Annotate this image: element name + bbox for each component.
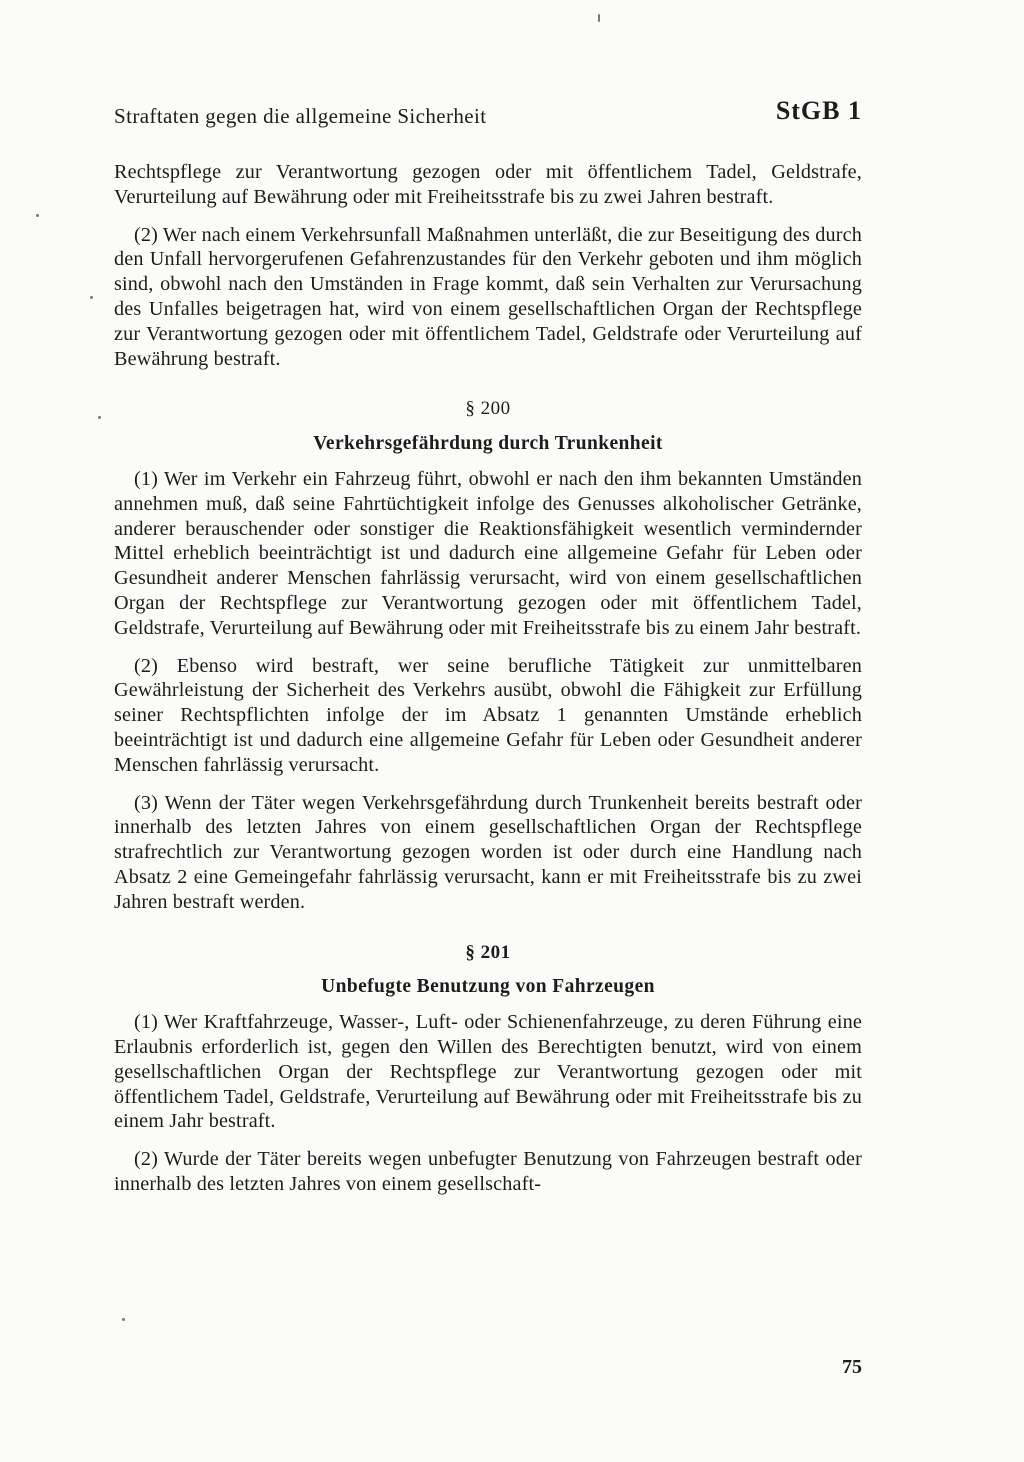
code-label: StGB 1: [775, 96, 862, 125]
paragraph-continuation: Rechtspflege zur Verantwortung gezogen oder mit öffentlichem Tadel, Geldstrafe, Verurteilung auf Bewährung oder mit Freiheitsstrafe bis zu zwei Jahren bestraft.: [114, 161, 862, 208]
paragraph-201-2: (2) Wurde der Täter bereits wegen unbefugter Benutzung von Fahrzeugen bestraft oder innerhalb des letzten Jahres von einem gesellschaft-: [114, 1148, 862, 1195]
scan-speck: [122, 1318, 125, 1321]
scan-speck: [36, 214, 39, 217]
body-text: [114, 160, 862, 1210]
paragraph-201-1: (1) Wer Kraftfahrzeuge, Wasser-, Luft- oder Schienenfahrzeuge, zu deren Führung eine Erlaubnis erforderlich ist, gegen den Willen des Berechtigten benutzt, wird von einem gesellschaftlichen Organ der Rechtspflege zur Verantwortung gezogen oder mit öffentlichem Tadel, Geldstrafe, Verurteilung auf Bewährung oder mit Freiheitsstrafe bis zu einem Jahr bestraft.: [114, 1011, 862, 1133]
paragraph-199-2: (2) Wer nach einem Verkehrsunfall Maßnahmen unterläßt, die zur Beseitigung des durch den Unfall hervorgerufenen Gefahrenzustandes für den Verkehr geboten und ihm möglich sind, obwohl nach den Umständen in Frage kommt, daß sein Verhalten zur Verursachung des Unfalles beigetragen hat, wird von einem gesellschaftlichen Organ der Rechtspflege zur Verantwortung gezogen oder mit öffentlichem Tadel, Geldstrafe oder Verurteilung auf Bewährung bestraft.: [114, 223, 862, 370]
scan-speck: [98, 416, 101, 419]
section-title-200: Verkehrsgefährdung durch Trunkenheit: [313, 433, 663, 455]
running-title: Straftaten gegen die allgemeine Sicherheit: [114, 104, 487, 128]
section-number-200: § 200: [465, 398, 511, 420]
paragraph-200-2: (2) Ebenso wird bestraft, wer seine berufliche Tätigkeit zur unmittelbaren Gewährleistung der Sicherheit des Verkehrs ausübt, obwohl die Fähigkeit zur Erfüllung seiner Rechtspflichten infolge der im Absatz 1 genannten Umstände erheblich beeinträchtigt ist und dadurch eine allgemeine Gefahr für Leben oder Gesundheit anderer Menschen fahrlässig verursacht.: [114, 654, 862, 776]
paragraph-200-3: (3) Wenn der Täter wegen Verkehrsgefährdung durch Trunkenheit bereits bestraft oder innerhalb des letzten Jahres von einem gesellschaftlichen Organ der Rechtspflege strafrechtlich zur Verantwortung gezogen worden ist oder durch eine Handlung nach Absatz 2 eine Gemeingefahr fahrlässig verursacht, kann er mit Freiheitsstrafe bis zu zwei Jahren bestraft werden.: [114, 791, 862, 913]
running-header: [114, 96, 862, 136]
paragraph-200-1: (1) Wer im Verkehr ein Fahrzeug führt, obwohl er nach den ihm bekannten Umständen annehmen muß, daß seine Fahrtüchtigkeit infolge des Genusses alkoholischer Getränke, anderer berauschender oder sonstiger die Reaktionsfähigkeit wesentlich vermindernder Mittel erheblich beeinträchtigt ist und dadurch eine allgemeine Gefahr für Leben oder Gesundheit anderer Menschen fahrlässig verursacht, wird von einem gesellschaftlichen Organ der Rechtspflege zur Verantwortung gezogen oder mit öffentlichem Tadel, Geldstrafe, Verurteilung auf Bewährung oder mit Freiheitsstrafe bis zu einem Jahr bestraft.: [114, 467, 862, 639]
scan-speck: [90, 296, 93, 299]
section-title-201: Unbefugte Benutzung von Fahrzeugen: [321, 976, 655, 998]
scan-speck: [598, 14, 600, 22]
section-number-201: § 201: [465, 941, 511, 963]
page-number: 75: [842, 1356, 862, 1378]
